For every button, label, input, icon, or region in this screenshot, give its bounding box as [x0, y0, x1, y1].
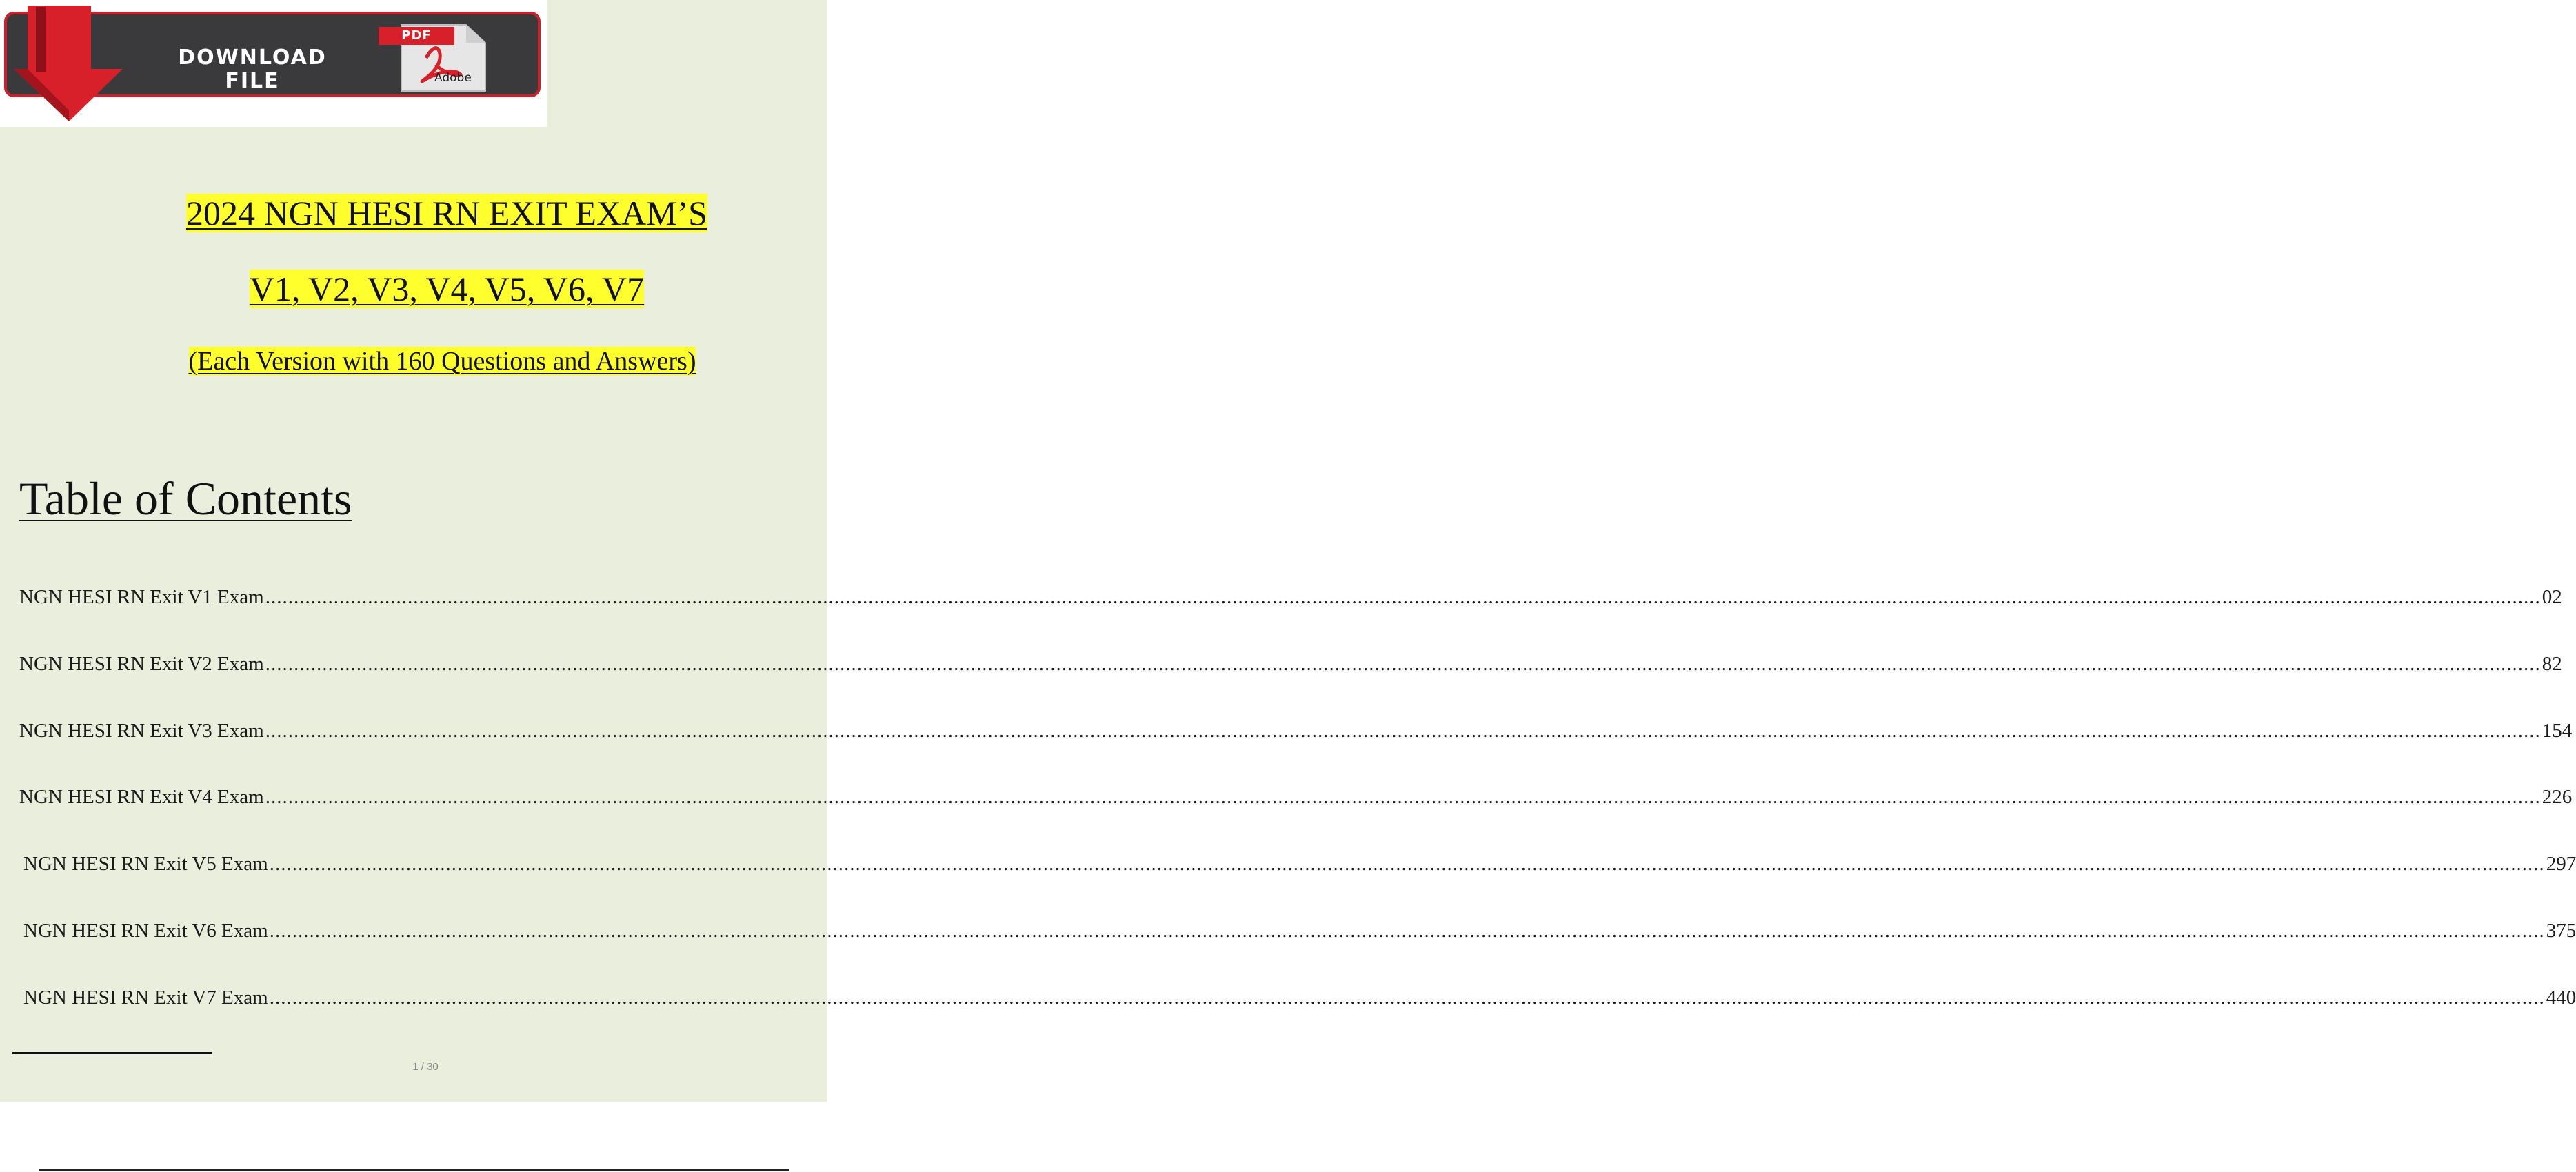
- toc-entry[interactable]: [19, 585, 2562, 609]
- toc-entry-label: NGN HESI RN Exit V5 Exam: [23, 853, 268, 875]
- toc-dot-leader: ................................................................................................................................................................................................................................................................................................................................................................................................................: [269, 920, 2545, 942]
- toc-entry-label: NGN HESI RN Exit V2 Exam: [19, 653, 264, 675]
- bottom-divider: [39, 1169, 789, 1171]
- toc-entry-label: NGN HESI RN Exit V4 Exam: [19, 786, 264, 808]
- toc-entry-page: 226: [2542, 786, 2573, 808]
- adobe-brand-text: Adobe: [434, 71, 472, 85]
- toc-entry-label: NGN HESI RN Exit V1 Exam: [19, 586, 264, 608]
- toc-entry-label: NGN HESI RN Exit V3 Exam: [19, 720, 264, 742]
- toc-entry-page: 297: [2546, 853, 2576, 875]
- page-indicator: 1 / 30: [412, 1061, 439, 1073]
- title-line-2: V1, V2, V3, V4, V5, V6, V7: [249, 270, 645, 308]
- toc-heading: Table of Contents: [19, 472, 352, 525]
- toc-entry[interactable]: [19, 718, 2573, 743]
- download-label-line2: FILE: [225, 69, 280, 93]
- toc-entry[interactable]: [23, 918, 2576, 943]
- toc-entry-page: 375: [2546, 920, 2576, 942]
- download-arrow-icon: [0, 0, 138, 127]
- toc-dot-leader: ................................................................................................................................................................................................................................................................................................................................................................................................................: [265, 720, 2541, 742]
- download-button-label: [135, 46, 370, 93]
- title-line-1: 2024 NGN HESI RN EXIT EXAM’S: [185, 194, 707, 232]
- toc-entry-label: NGN HESI RN Exit V7 Exam: [23, 987, 268, 1009]
- toc-dot-leader: ................................................................................................................................................................................................................................................................................................................................................................................................................: [269, 987, 2545, 1009]
- toc-entry-page: 82: [2542, 653, 2562, 675]
- download-banner-area: [0, 0, 547, 127]
- toc-entry-page: 154: [2542, 720, 2573, 742]
- toc-entry[interactable]: [19, 785, 2573, 809]
- toc-dot-leader: ................................................................................................................................................................................................................................................................................................................................................................................................................: [265, 586, 2541, 608]
- footnote-divider: [12, 1052, 212, 1054]
- toc-entry-page: 440: [2546, 987, 2576, 1009]
- toc-dot-leader: ................................................................................................................................................................................................................................................................................................................................................................................................................: [265, 786, 2541, 808]
- pdf-label-badge: PDF: [379, 27, 454, 45]
- toc-dot-leader: ................................................................................................................................................................................................................................................................................................................................................................................................................: [265, 653, 2541, 675]
- toc-dot-leader: ................................................................................................................................................................................................................................................................................................................................................................................................................: [269, 853, 2545, 875]
- toc-entry[interactable]: [23, 851, 2576, 876]
- title-line-3: (Each Version with 160 Questions and Answers): [188, 347, 696, 376]
- toc-entry-page: 02: [2542, 586, 2562, 608]
- toc-entry[interactable]: [19, 651, 2562, 676]
- toc-entry[interactable]: [23, 985, 2576, 1010]
- download-label-line1: DOWNLOAD: [178, 46, 327, 70]
- toc-entry-label: NGN HESI RN Exit V6 Exam: [23, 920, 268, 942]
